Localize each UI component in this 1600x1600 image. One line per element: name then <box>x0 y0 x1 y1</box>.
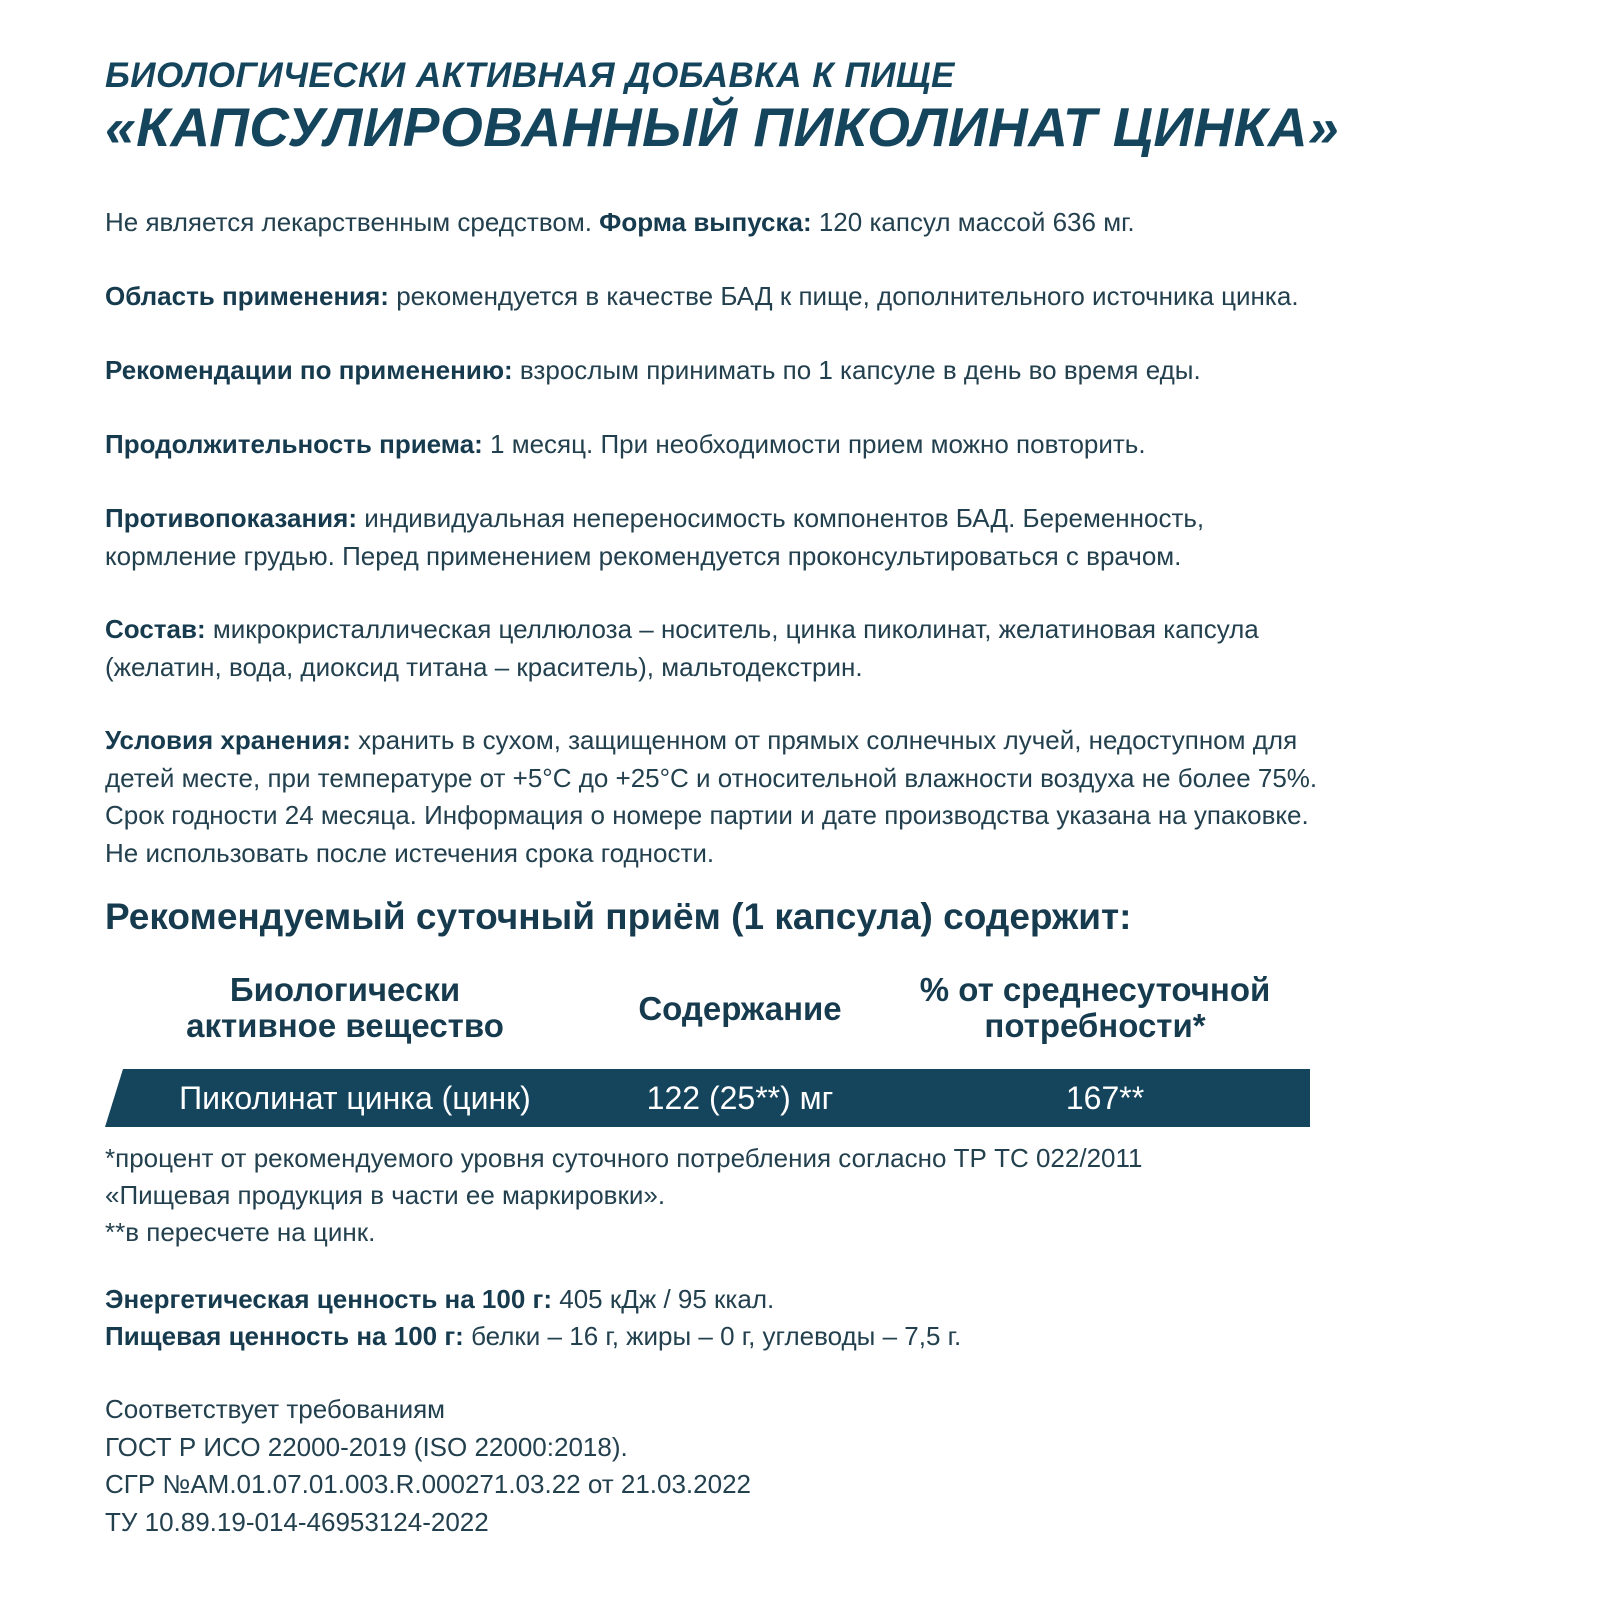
column-header-percent-line-1: % от среднесуточной <box>919 971 1271 1008</box>
table-cell-percent: 167** <box>1065 1080 1145 1116</box>
composition-label: Состав: <box>105 614 206 644</box>
nutrition-value-text: белки – 16 г, жиры – 0 г, углеводы – 7,5 г. <box>463 1321 962 1351</box>
footnote-line-1: *процент от рекомендуемого уровня суточного потребления согласно ТР ТС 022/2011 <box>105 1143 1143 1173</box>
nutrition-value-label: Пищевая ценность на 100 г: <box>105 1321 464 1351</box>
storage-label: Условия хранения: <box>105 725 351 755</box>
column-header-substance-line-1: Биологически <box>229 971 461 1008</box>
release-form-label: Форма выпуска: <box>599 207 812 237</box>
storage-text-4: Не использовать после истечения срока годности. <box>105 837 715 868</box>
storage-section <box>105 722 1317 872</box>
contraindications-section <box>105 500 1204 575</box>
contraindications-label: Противопоказания: <box>105 503 357 533</box>
storage-text-2: детей месте, при температуре от +5°C до +25°C и относительной влажности воздуха не более 75%. <box>105 762 1318 793</box>
compliance-line-3: СГР №AM.01.07.01.003.R.000271.03.22 от 21.03.2022 <box>105 1469 751 1499</box>
daily-intake-heading: Рекомендуемый суточный приём (1 капсула) содержит: <box>105 896 1132 937</box>
composition-text-1: микрокристаллическая целлюлоза – носитель, цинка пиколинат, желатиновая капсула <box>205 614 1259 644</box>
duration-label: Продолжительность приема: <box>105 429 483 459</box>
energy-text: 405 кДж / 95 ккал. <box>552 1284 775 1314</box>
nutrition-section <box>105 1281 961 1355</box>
duration-section <box>105 426 1146 464</box>
column-header-substance <box>155 972 535 1044</box>
compliance-line-2: ГОСТ Р ИСО 22000-2019 (ISO 22000:2018). <box>105 1431 628 1462</box>
table-cell-content: 122 (25**) мг <box>646 1080 834 1116</box>
recommendations-label: Рекомендации по применению: <box>105 355 513 385</box>
release-form-text: 120 капсул массой 636 мг. <box>811 207 1135 237</box>
label-page <box>105 56 1525 1537</box>
product-title <box>105 56 1525 158</box>
release-form-prefix: Не является лекарственным средством. <box>105 207 600 237</box>
compliance-line-1: Соответствует требованиям <box>105 1394 446 1424</box>
footnote-line-2: «Пищевая продукция в части ее маркировки». <box>105 1180 666 1210</box>
storage-text-3: Срок годности 24 месяца. Информация о номере партии и дате производства указана на упаковке. <box>105 800 1309 830</box>
column-header-content: Содержание <box>638 990 842 1027</box>
column-header-substance-line-2: активное вещество <box>186 1007 504 1044</box>
composition-section <box>105 611 1259 686</box>
composition-text-2: (желатин, вода, диоксид титана – краситель), мальтодекстрин. <box>105 651 863 682</box>
footnotes <box>105 1140 1143 1251</box>
recommendations-text: взрослым принимать по 1 капсуле в день во время еды. <box>512 355 1201 385</box>
footnote-line-3: **в пересчете на цинк. <box>105 1217 376 1247</box>
application-area-label: Область применения: <box>105 281 389 311</box>
compliance-section <box>105 1391 751 1541</box>
title-line-2: «КАПСУЛИРОВАННЫЙ ПИКОЛИНАТ ЦИНКА» <box>105 96 1340 158</box>
application-area-text: рекомендуется в качестве БАД к пище, дополнительного источника цинка. <box>388 281 1299 311</box>
storage-text-1: хранить в сухом, защищенном от прямых солнечных лучей, недоступном для <box>350 725 1298 755</box>
application-area-section <box>105 278 1299 316</box>
compliance-line-4: ТУ 10.89.19-014-46953124-2022 <box>105 1506 489 1537</box>
release-form-section <box>105 204 1135 242</box>
recommendations-section <box>105 352 1201 390</box>
title-line-1: БИОЛОГИЧЕСКИ АКТИВНАЯ ДОБАВКА К ПИЩЕ <box>105 56 955 95</box>
column-header-percent <box>905 972 1285 1044</box>
contraindications-text-2: кормление грудью. Перед применением рекомендуется проконсультироваться с врачом. <box>105 540 1182 571</box>
column-header-percent-line-2: потребности* <box>984 1007 1206 1044</box>
contraindications-text-1: индивидуальная непереносимость компонентов БАД. Беременность, <box>356 503 1205 533</box>
duration-text: 1 месяц. При необходимости прием можно повторить. <box>482 429 1146 459</box>
energy-label: Энергетическая ценность на 100 г: <box>105 1284 553 1314</box>
table-cell-substance: Пиколинат цинка (цинк) <box>179 1080 531 1116</box>
